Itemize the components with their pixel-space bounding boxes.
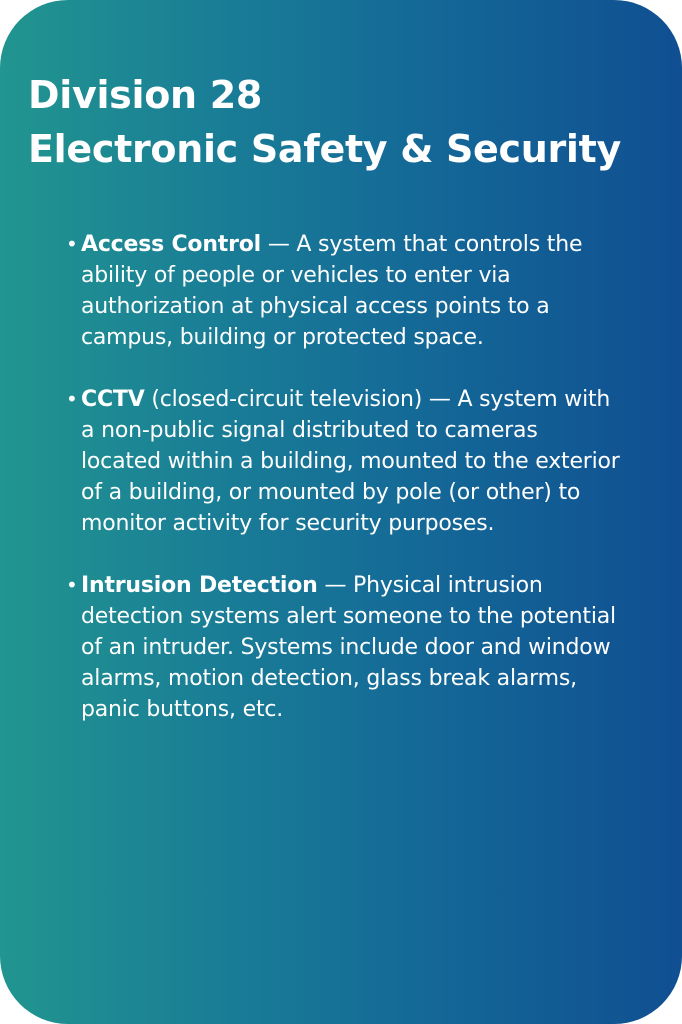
bullet-icon: • [66,387,78,411]
bullet-icon: • [66,232,78,256]
list-item-access-control [64,229,624,353]
bullet-icon: • [66,573,78,597]
title-line-subject: Electronic Safety & Security [28,127,621,171]
definition-list [64,229,624,756]
definition-cctv: (closed-circuit television) — A system with a non-public signal distributed to cameras located within a building, mounted to the exterior of a building, or mounted by pole (or other) to monitor activity for security purposes. [81,387,620,536]
definition-intrusion-detection: — Physical intrusion detection systems alert someone to the potential of an intruder. Systems include door and window alarms, motion detection, glass break alarms, panic buttons, etc. [81,573,616,722]
list-item-intrusion-detection [64,570,624,725]
term-cctv: CCTV [81,387,145,412]
title-line-division: Division 28 [28,73,262,117]
term-access-control: Access Control [81,232,262,257]
card-title [28,68,621,176]
term-intrusion-detection: Intrusion Detection [81,573,318,598]
definition-access-control: — A system that controls the ability of people or vehicles to enter via authorization at physical access points to a campus, building or protected space. [81,232,583,350]
list-item-cctv [64,384,624,539]
